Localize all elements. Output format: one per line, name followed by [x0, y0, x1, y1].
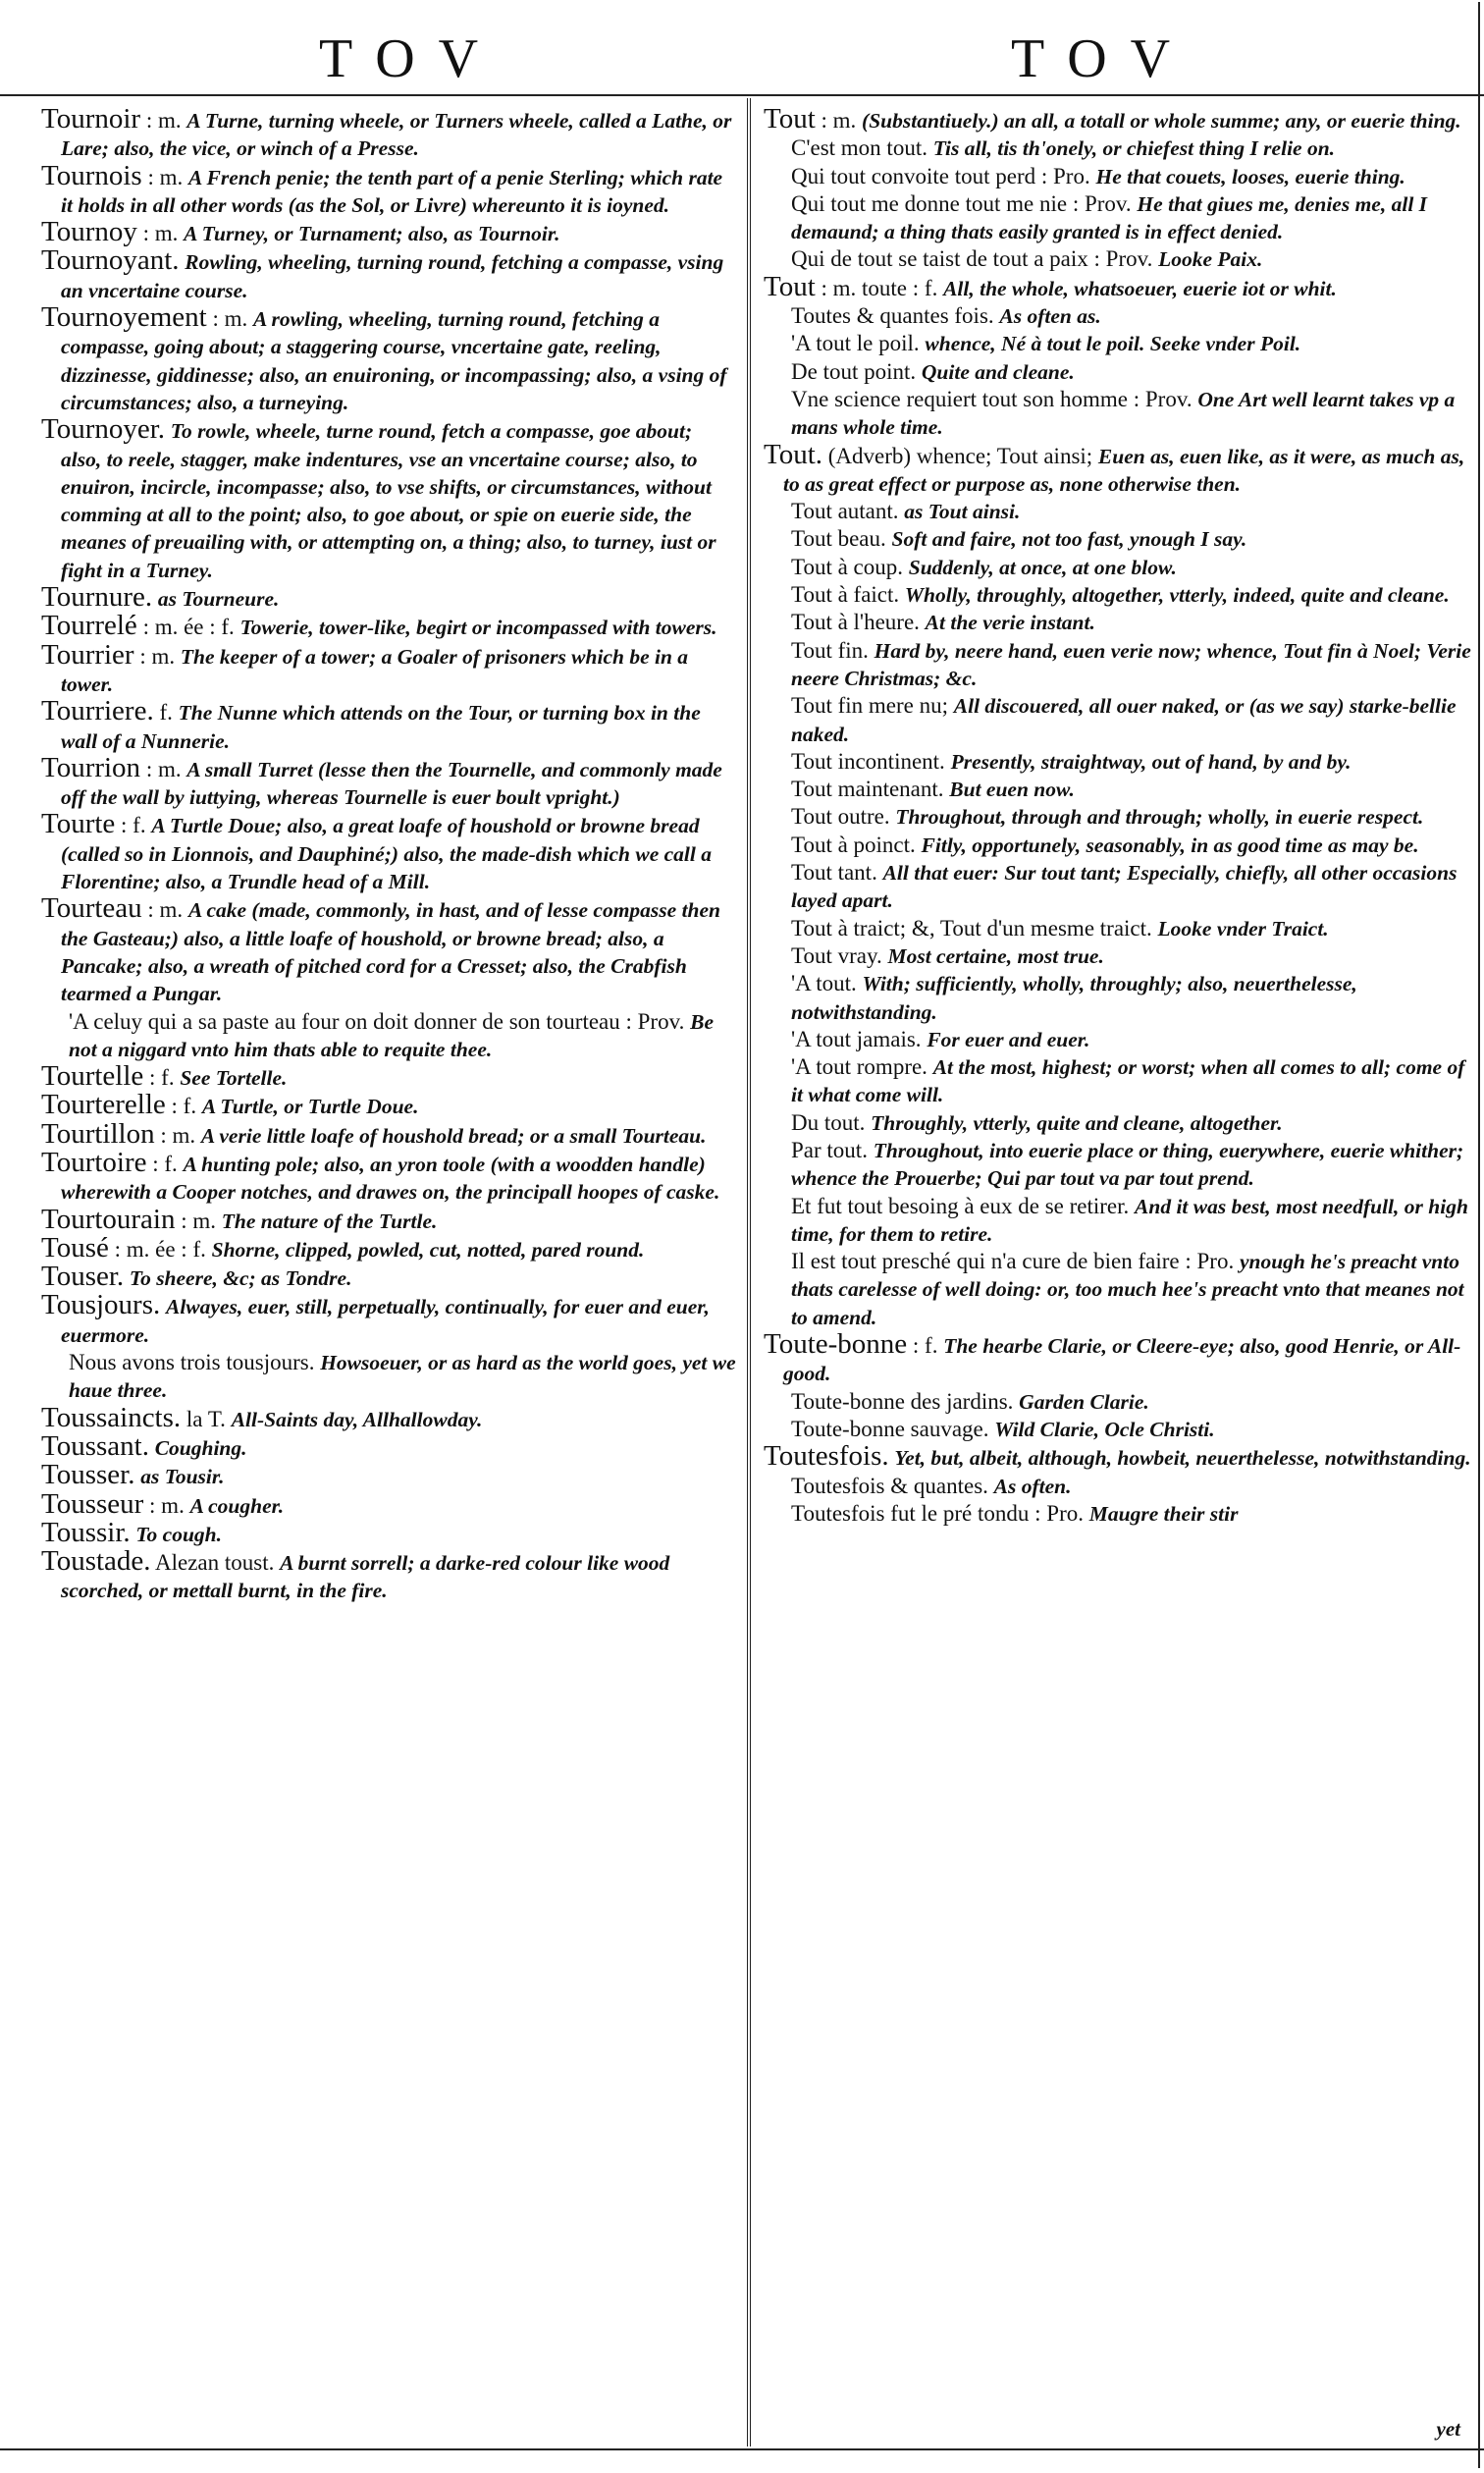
entry-headword: Tout — [764, 103, 816, 134]
entry-headword: Tousser. — [41, 1459, 135, 1491]
entry-french-text: Tout fin mere nu; — [791, 693, 948, 719]
entry-headword: Tournoy — [41, 216, 137, 248]
entry-french-text: : f. — [912, 1333, 938, 1359]
dictionary-subentry — [791, 163, 1474, 190]
entry-english-gloss: The Nunne which attends on the Tour, or turning box in the wall of a Nunnerie. — [61, 701, 701, 753]
entry-english-gloss: A rowling, wheeling, turning round, fetching a compasse, going about; a staggering course, vncertaine gate, reeling, dizzinesse, giddinesse; also, an enuironing, or incompassing; also, a vsing of circumstances; also, a turneying. — [61, 307, 727, 414]
entry-french-text: Tout à faict. — [791, 582, 900, 608]
left-column — [41, 103, 736, 1605]
dictionary-entry — [41, 1117, 736, 1150]
entry-english-gloss: All discouered, all ouer naked, or (as we say) starke-bellie naked. — [791, 694, 1457, 746]
dictionary-subentry — [791, 915, 1474, 942]
right-column — [764, 103, 1474, 1528]
entry-english-gloss: As often. — [993, 1474, 1072, 1498]
header-rule — [0, 94, 1484, 96]
dictionary-entry — [41, 1060, 736, 1093]
dictionary-entry — [41, 751, 736, 812]
entry-headword: Tournoyant. — [41, 244, 180, 277]
entry-headword: Tout — [764, 270, 816, 302]
dictionary-entry — [41, 1459, 736, 1491]
dictionary-subentry — [791, 1248, 1474, 1331]
entry-french-text: Tout autant. — [791, 499, 899, 524]
entry-english-gloss: The nature of the Turtle. — [221, 1209, 438, 1233]
entry-english-gloss: Looke Paix. — [1158, 247, 1263, 272]
dictionary-subentry — [791, 1053, 1474, 1109]
dictionary-subentry — [791, 692, 1474, 748]
entry-english-gloss: The hearbe Clarie, or Cleere-eye; also, good Henrie, or All-good. — [783, 1334, 1461, 1386]
entry-english-gloss: Most certaine, most true. — [887, 943, 1104, 968]
dictionary-subentry — [791, 358, 1474, 386]
entry-french-text: Tout à coup. — [791, 554, 904, 579]
entry-french-text: Qui de tout se taist de tout a paix : Prov. — [791, 246, 1153, 272]
entry-headword: Tourtoire — [41, 1146, 147, 1178]
entry-french-text: Par tout. — [791, 1137, 868, 1162]
entry-headword: Tousé — [41, 1231, 109, 1263]
entry-french-text: Tout incontinent. — [791, 748, 945, 774]
entry-english-gloss: With; sufficiently, wholly, throughly; also, neuerthelesse, notwithstanding. — [791, 972, 1357, 1024]
dictionary-subentry — [791, 748, 1474, 776]
entry-headword: Tourtillon — [41, 1117, 155, 1150]
entry-english-gloss: Shorne, clipped, powled, cut, notted, pared round. — [211, 1237, 645, 1262]
dictionary-subentry — [791, 859, 1474, 915]
entry-french-text: Du tout. — [791, 1109, 866, 1135]
dictionary-entry — [41, 159, 736, 220]
entry-english-gloss: whence, Né à tout le poil. Seeke vnder Poil. — [925, 332, 1301, 356]
dictionary-entry — [764, 270, 1474, 302]
entry-headword: Tourteau — [41, 892, 142, 925]
dictionary-subentry — [791, 525, 1474, 553]
dictionary-subentry — [791, 942, 1474, 970]
entry-english-gloss: To cough. — [135, 1522, 222, 1546]
entry-english-gloss: Fitly, opportunely, seasonably, in as good time as may be. — [921, 833, 1419, 857]
entry-french-text: (Adverb) whence; Tout ainsi; — [827, 443, 1093, 468]
entry-english-gloss: Alwayes, euer, still, perpetually, continually, for euer and euer, euermore. — [61, 1295, 710, 1347]
entry-headword: Tout. — [764, 438, 822, 470]
entry-english-gloss: Towerie, tower-like, begirt or incompassed with towers. — [239, 616, 717, 640]
entry-french-text: : f. — [121, 813, 146, 838]
entry-english-gloss: Rowling, wheeling, turning round, fetching a compasse, vsing an vncertaine course. — [61, 250, 724, 302]
dictionary-entry — [41, 638, 736, 699]
entry-headword: Touser. — [41, 1261, 125, 1293]
dictionary-entry — [41, 1263, 736, 1292]
entry-french-text: : m. — [160, 1122, 196, 1148]
entry-english-gloss: Wild Clarie, Ocle Christi. — [994, 1417, 1215, 1441]
left-running-title: TOV — [319, 28, 503, 89]
dictionary-subentry — [791, 581, 1474, 609]
entry-english-gloss: As often as. — [999, 304, 1101, 329]
dictionary-subentry — [791, 1388, 1474, 1416]
dictionary-entry — [41, 301, 736, 416]
entry-headword: Tournoyement — [41, 301, 207, 334]
entry-french-text: : m. — [147, 164, 184, 189]
entry-headword: Tourrelé — [41, 610, 137, 642]
entry-french-text: : f. — [149, 1065, 175, 1091]
dictionary-subentry — [791, 134, 1474, 162]
entry-english-gloss: Throughly, vtterly, quite and cleane, altogether. — [871, 1110, 1283, 1135]
dictionary-subentry — [791, 386, 1474, 442]
entry-french-text: f. — [159, 700, 173, 726]
entry-english-gloss: Yet, but, albeit, although, howbeit, neuerthelesse, notwithstanding. — [894, 1446, 1471, 1471]
entry-headword: Toute-bonne — [764, 1328, 908, 1361]
column-divider — [747, 98, 751, 2446]
entry-english-gloss: A Turtle, or Turtle Doue. — [201, 1095, 419, 1119]
dictionary-subentry — [791, 1109, 1474, 1137]
entry-headword: Tournoyer. — [41, 413, 166, 446]
entry-french-text: Toutesfois fut le pré tondu : Pro. — [791, 1500, 1084, 1526]
entry-english-gloss: A verie little loafe of houshold bread; or a small Tourteau. — [200, 1123, 707, 1148]
dictionary-entry — [41, 1516, 736, 1548]
dictionary-subentry — [791, 1473, 1474, 1500]
dictionary-subentry — [791, 330, 1474, 357]
entry-french-text: : m. — [181, 1208, 217, 1233]
dictionary-subentry — [791, 832, 1474, 859]
dictionary-entry — [41, 1289, 736, 1349]
dictionary-subentry — [791, 498, 1474, 525]
entry-english-gloss: Soft and faire, not too fast, ynough I say. — [891, 527, 1247, 552]
entry-english-gloss: as Tourneure. — [157, 587, 280, 612]
entry-english-gloss: Suddenly, at once, at one blow. — [908, 555, 1177, 579]
entry-english-gloss: Quite and cleane. — [921, 359, 1075, 384]
dictionary-entry — [41, 103, 736, 163]
dictionary-entry — [41, 808, 736, 895]
entry-headword: Toustade. — [41, 1545, 151, 1578]
dictionary-subentry — [791, 637, 1474, 693]
entry-english-gloss: He that giues me, denies me, all I demaund; a thing thats easily granted is in effect denied. — [791, 191, 1428, 244]
entry-french-text: : m. — [212, 306, 248, 332]
dictionary-subentry — [791, 1500, 1474, 1528]
entry-french-text: 'A tout jamais. — [791, 1026, 922, 1051]
entry-french-text: Tout à traict; &, Tout d'un mesme traict. — [791, 915, 1152, 941]
entry-french-text: : m. — [149, 1492, 185, 1518]
dictionary-subentry — [791, 190, 1474, 246]
entry-english-gloss: Throughout, through and through; wholly, in euerie respect. — [895, 805, 1424, 830]
entry-french-text: Tout à l'heure. — [791, 610, 920, 635]
entry-english-gloss: Throughout, into euerie place or thing, euerywhere, euerie whither; whence the Prouerbe; Qui par tout va par tout prend. — [791, 1138, 1464, 1191]
entry-english-gloss: Wholly, throughly, altogether, vtterly, indeed, quite and cleane. — [904, 583, 1450, 608]
entry-french-text: : f. — [152, 1151, 178, 1176]
entry-headword: Tousseur — [41, 1487, 144, 1520]
entry-english-gloss: All, the whole, whatsoeuer, euerie iot or whit. — [943, 276, 1337, 300]
entry-english-gloss: A Turne, turning wheele, or Turners wheele, called a Lathe, or Lare; also, the vice, or winch of a Presse. — [61, 109, 732, 161]
entry-headword: Tousjours. — [41, 1289, 161, 1321]
entry-french-text: : m. — [145, 108, 182, 133]
dictionary-entry — [41, 1146, 736, 1207]
dictionary-entry — [41, 1429, 736, 1462]
entry-english-gloss: At the verie instant. — [925, 611, 1095, 635]
dictionary-entry — [41, 892, 736, 1007]
entry-french-text: : m. ée : f. — [142, 615, 235, 640]
entry-english-gloss: A burnt sorrell; a darke-red colour like wood scorched, or mettall burnt, in the fire. — [61, 1551, 670, 1603]
dictionary-subentry — [791, 776, 1474, 803]
entry-headword: Tournure. — [41, 581, 153, 614]
entry-french-text: Qui tout convoite tout perd : Pro. — [791, 163, 1090, 188]
entry-french-text: Toutesfois & quantes. — [791, 1473, 988, 1498]
entry-french-text: De tout point. — [791, 358, 917, 384]
entry-english-gloss: And it was best, most needfull, or high time, for them to retire. — [791, 1194, 1468, 1246]
entry-headword: Tournois — [41, 159, 142, 191]
dictionary-entry — [41, 1231, 736, 1263]
entry-english-gloss: as Tousir. — [140, 1465, 225, 1489]
dictionary-subentry — [69, 1008, 736, 1064]
dictionary-subentry — [791, 803, 1474, 831]
entry-english-gloss: Euen as, euen like, as it were, as much as, to as great effect or purpose as, none otherwise then. — [783, 444, 1465, 496]
entry-headword: Tourtelle — [41, 1060, 144, 1093]
dictionary-entry — [41, 244, 736, 304]
entry-french-text: Tout beau. — [791, 526, 886, 552]
entry-english-gloss: The keeper of a tower; a Goaler of prisoners which be in a tower. — [61, 644, 689, 696]
entry-french-text: la T. — [186, 1406, 226, 1431]
entry-french-text: Et fut tout besoing à eux de se retirer. — [791, 1193, 1130, 1218]
catchword: yet — [1436, 2417, 1460, 2441]
entry-headword: Tourtourain — [41, 1203, 176, 1235]
entry-english-gloss: But euen now. — [949, 778, 1075, 802]
dictionary-subentry — [791, 1137, 1474, 1193]
dictionary-subentry — [69, 1349, 736, 1405]
entry-french-text: Tout outre. — [791, 804, 890, 830]
dictionary-entry — [41, 581, 736, 614]
entry-english-gloss: Howsoeuer, or as hard as the world goes, yet we haue three. — [69, 1351, 736, 1403]
running-header — [0, 0, 1484, 98]
entry-english-gloss: For euer and euer. — [927, 1027, 1090, 1051]
entry-headword: Toussir. — [41, 1516, 131, 1548]
dictionary-entry — [41, 610, 736, 642]
entry-french-text: : m. ée : f. — [114, 1236, 206, 1262]
entry-french-text: Tout vray. — [791, 942, 882, 968]
entry-french-text: 'A tout rompre. — [791, 1054, 928, 1080]
entry-french-text: : m. — [145, 756, 182, 781]
entry-english-gloss: Presently, straightway, out of hand, by and by. — [950, 749, 1352, 774]
entry-english-gloss: Tis all, tis th'onely, or chiefest thing I relie on. — [932, 136, 1336, 161]
entry-english-gloss: A small Turret (lesse then the Tournelle, and commonly made off the wall by iuttying, whereas Tournelle is euer boult vpright.) — [61, 757, 722, 810]
entry-french-text: Alezan toust. — [155, 1550, 275, 1576]
dictionary-subentry — [791, 970, 1474, 1026]
entry-headword: Toutesfois. — [764, 1440, 889, 1473]
entry-headword: Tourterelle — [41, 1089, 166, 1121]
entry-french-text: Toute-bonne sauvage. — [791, 1416, 989, 1441]
entry-headword: Tourrion — [41, 751, 141, 783]
entry-french-text: Vne science requiert tout son homme : Prov. — [791, 386, 1192, 411]
entry-english-gloss: A Turney, or Turnament; also, as Tournoir. — [184, 222, 560, 246]
entry-english-gloss: All that euer: Sur tout tant; Especially, chiefly, all other occasions layed apart. — [791, 861, 1458, 913]
entry-english-gloss: He that couets, looses, euerie thing. — [1095, 164, 1405, 188]
entry-english-gloss: One Art well learnt takes vp a mans whole time. — [791, 387, 1456, 440]
entry-french-text: : m. — [142, 221, 179, 246]
entry-french-text: 'A tout. — [791, 971, 857, 996]
dictionary-entry — [41, 1203, 736, 1235]
dictionary-entry — [764, 103, 1474, 134]
entry-french-text: Qui tout me donne tout me nie : Prov. — [791, 190, 1132, 216]
entry-english-gloss: Hard by, neere hand, euen verie now; whence, Tout fin à Noel; Verie neere Christmas; &c. — [791, 638, 1471, 690]
entry-french-text: 'A celuy qui a sa paste au four on doit donner de son tourteau : Prov. — [69, 1008, 685, 1034]
entry-english-gloss: Coughing. — [154, 1435, 247, 1460]
entry-french-text: Tout à poinct. — [791, 832, 916, 857]
entry-headword: Tourte — [41, 808, 116, 840]
dictionary-subentry — [791, 1026, 1474, 1053]
entry-french-text: : m. toute : f. — [821, 275, 938, 300]
dictionary-subentry — [791, 245, 1474, 273]
dictionary-entry — [764, 438, 1474, 499]
entry-headword: Tournoir — [41, 103, 141, 134]
entry-english-gloss: A cake (made, commonly, in hast, and of lesse compasse then the Gasteau;) also, a little loafe of houshold, or browne bread; also, a Pancake; also, a wreath of pitched cord for a Cresset; also, the Crabfish tearmed a Pungar. — [61, 898, 721, 1006]
entry-english-gloss: Be not a niggard vnto him thats able to requite thee. — [69, 1009, 714, 1061]
entry-french-text: : m. — [821, 108, 857, 133]
entry-french-text: Il est tout presché qui n'a cure de bien faire : Pro. — [791, 1249, 1235, 1274]
entry-headword: Tourrier — [41, 638, 134, 671]
entry-headword: Toussaincts. — [41, 1401, 182, 1433]
dictionary-entry — [41, 1545, 736, 1605]
entry-french-text: C'est mon tout. — [791, 135, 928, 161]
entry-french-text: : m. — [147, 897, 184, 923]
entry-english-gloss: Looke vnder Traict. — [1157, 916, 1329, 941]
entry-french-text: Tout tant. — [791, 860, 877, 886]
entry-english-gloss: All-Saints day, Allhallowday. — [231, 1407, 483, 1431]
entry-english-gloss: as Tout ainsi. — [904, 500, 1021, 524]
dictionary-entry — [41, 1401, 736, 1433]
dictionary-entry — [41, 1089, 736, 1121]
entry-french-text: 'A tout le poil. — [791, 331, 920, 356]
dictionary-entry — [41, 216, 736, 248]
entry-headword: Tourriere. — [41, 695, 154, 727]
entry-french-text: Nous avons trois tousjours. — [69, 1350, 315, 1375]
entry-french-text: Tout fin. — [791, 637, 869, 663]
right-running-title: TOV — [1011, 28, 1194, 89]
entry-english-gloss: A cougher. — [189, 1493, 285, 1518]
entry-french-text: Toutes & quantes fois. — [791, 303, 994, 329]
dictionary-subentry — [791, 1193, 1474, 1249]
dictionary-entry — [764, 1440, 1474, 1473]
entry-english-gloss: To sheere, &c; as Tondre. — [129, 1266, 352, 1291]
dictionary-entry — [764, 1328, 1474, 1388]
dictionary-entry — [41, 1487, 736, 1520]
dictionary-subentry — [791, 554, 1474, 581]
entry-headword: Toussant. — [41, 1429, 149, 1462]
entry-english-gloss: A hunting pole; also, an yron toole (with a woodden handle) wherewith a Cooper notches, and drawes on, the principall hoopes of caske. — [61, 1152, 720, 1205]
entry-english-gloss: A French penie; the tenth part of a penie Sterling; which rate it holds in all other words (as the Sol, or Livre) whereunto it is ioyned. — [61, 165, 723, 217]
entry-french-text: Tout maintenant. — [791, 777, 944, 802]
dictionary-subentry — [791, 1416, 1474, 1443]
entry-english-gloss: To rowle, wheele, turne round, fetch a compasse, goe about; also, to reele, stagger, make indentures, vse an vncertaine course; also, to enuiron, incircle, incompasse; also, to vse shifts, or circumstances, without comming at all to the point; also, to goe about, or spie on euerie side, the meanes of preuailing with, or attempting on, a thing; also, to turney, iust or fight in a Turney. — [61, 419, 716, 582]
bottom-rule — [0, 2448, 1484, 2450]
entry-english-gloss: See Tortelle. — [180, 1066, 288, 1091]
entry-french-text: Toute-bonne des jardins. — [791, 1388, 1014, 1414]
entry-english-gloss: At the most, highest; or worst; when all comes to all; come of it what come will. — [791, 1055, 1465, 1107]
entry-english-gloss: Maugre their stir — [1088, 1501, 1239, 1526]
entry-english-gloss: ynough he's preacht vnto thats carelesse of well doing: or, too much hee's preacht vnto that meanes not to amend. — [791, 1250, 1464, 1329]
dictionary-subentry — [791, 302, 1474, 330]
entry-english-gloss: (Substantiuely.) an all, a totall or whole summe; any, or euerie thing. — [862, 109, 1461, 133]
entry-french-text: : m. — [139, 643, 176, 669]
dictionary-entry — [41, 413, 736, 584]
entry-english-gloss: Garden Clarie. — [1019, 1389, 1149, 1414]
dictionary-entry — [41, 695, 736, 755]
entry-french-text: : f. — [171, 1094, 197, 1119]
entry-english-gloss: A Turtle Doue; also, a great loafe of houshold or browne bread (called so in Lionnois, and Dauphiné;) also, the made-dish which we call a Florentine; also, a Trundle head of a Mill. — [61, 814, 712, 894]
dictionary-subentry — [791, 609, 1474, 636]
